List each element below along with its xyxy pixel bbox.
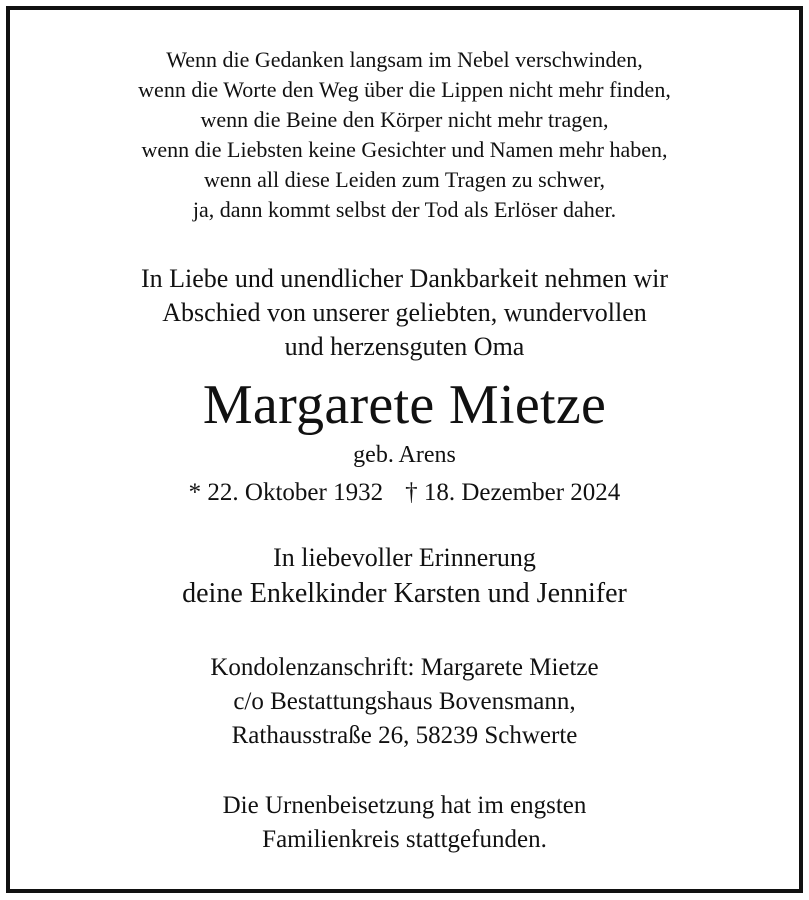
address-line: c/o Bestattungshaus Bovensmann, [233, 688, 576, 715]
family-line: deine Enkelkinder Karsten und Jennifer [182, 578, 627, 609]
intro-line: In Liebe und unendlicher Dankbarkeit nehmen wir [140, 264, 669, 293]
birth-name: geb. Arens [353, 442, 456, 468]
poem-line: wenn die Worte den Weg über die Lippen nicht mehr finden, [138, 77, 671, 102]
birth-date: * 22. Oktober 1932 [188, 479, 384, 506]
address-line: Rathausstraße 26, 58239 Schwerte [231, 722, 578, 749]
deceased-name: Margarete Mietze [202, 374, 607, 436]
poem-line: Wenn die Gedanken langsam im Nebel verschwinden, [166, 47, 643, 72]
address-line: Kondolenzanschrift: Margarete Mietze [210, 654, 599, 681]
memory-line: In liebevoller Erinnerung [273, 543, 536, 572]
intro-line: und herzensguten Oma [284, 332, 525, 361]
note-line: Familienkreis stattgefunden. [262, 826, 547, 853]
poem-line: ja, dann kommt selbst der Tod als Erlöser daher. [192, 197, 617, 222]
death-date: † 18. Dezember 2024 [405, 479, 621, 506]
note-line: Die Urnenbeisetzung hat im engsten [222, 792, 587, 819]
poem-line: wenn die Beine den Körper nicht mehr tragen, [200, 107, 609, 132]
poem-line: wenn die Liebsten keine Gesichter und Namen mehr haben, [141, 137, 668, 162]
intro-line: Abschied von unserer geliebten, wundervollen [162, 298, 647, 327]
life-dates [0, 477, 809, 509]
poem-line: wenn all diese Leiden zum Tragen zu schwer, [203, 167, 606, 192]
